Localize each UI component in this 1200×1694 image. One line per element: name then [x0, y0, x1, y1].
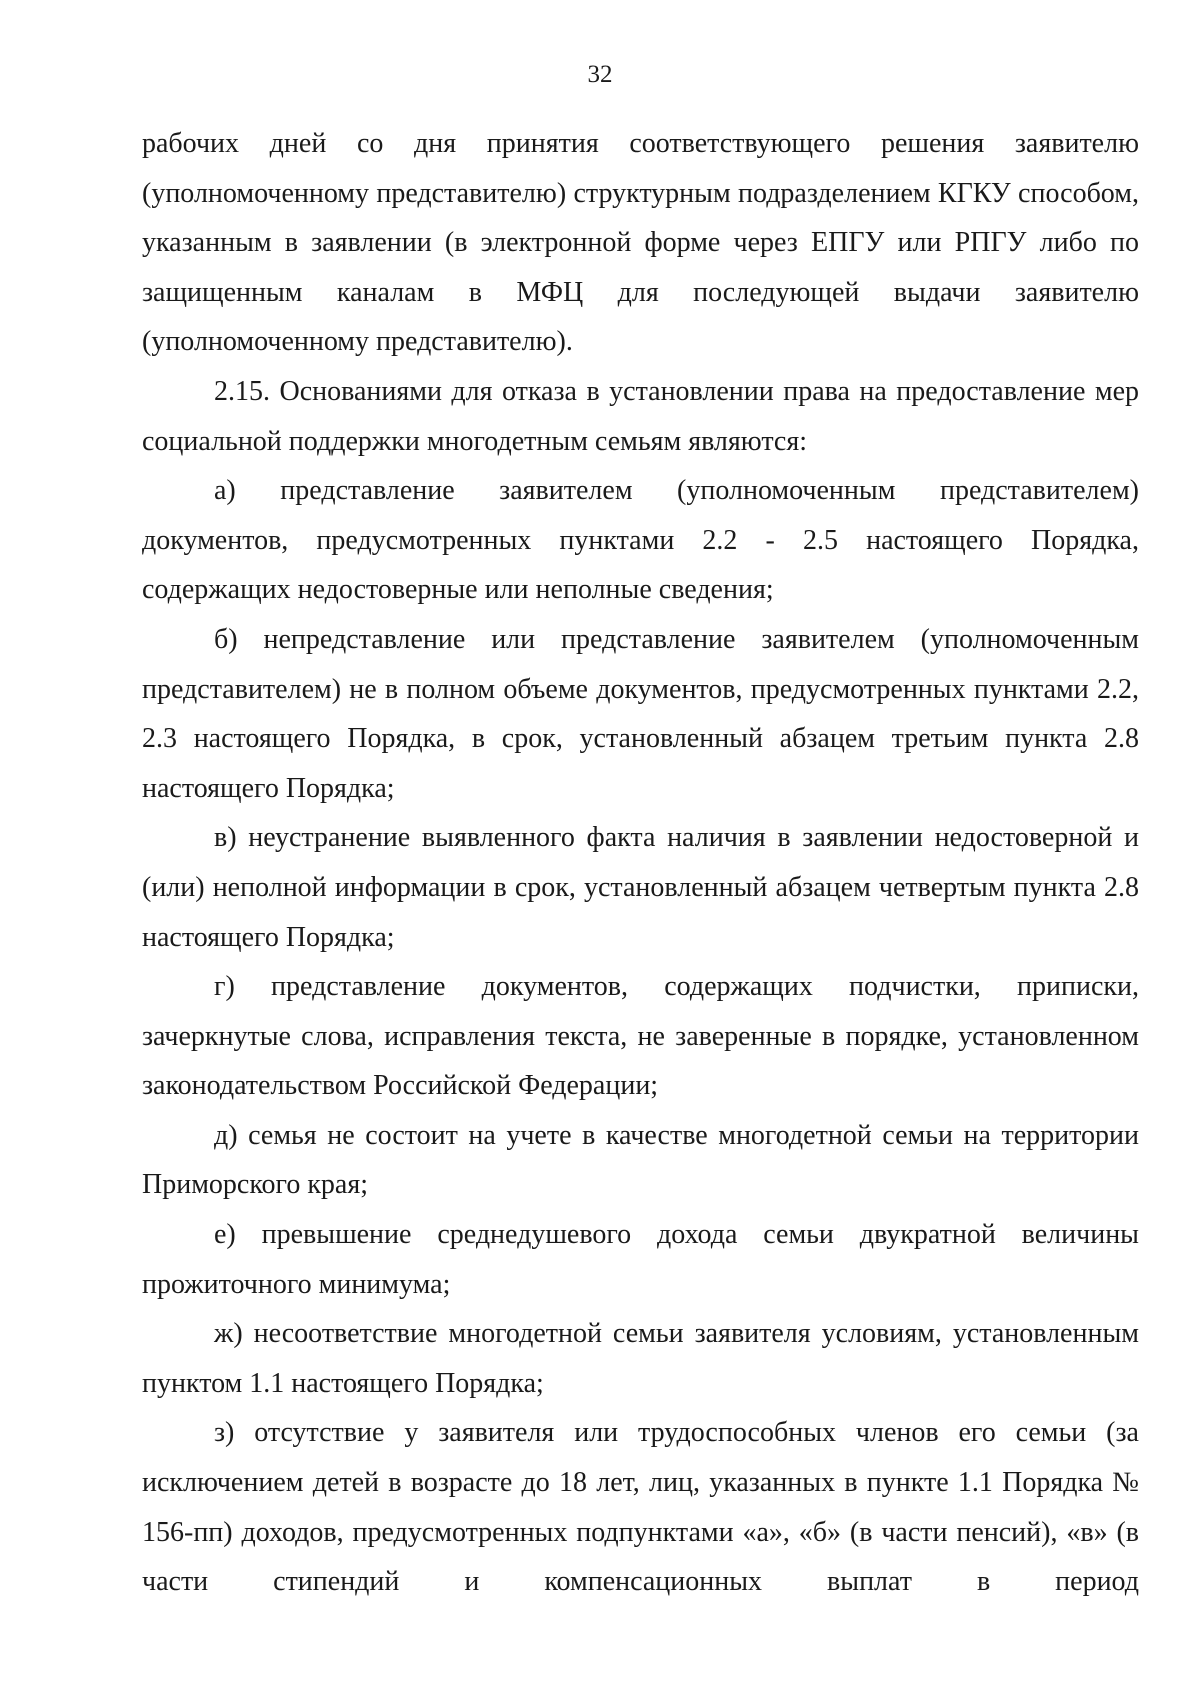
- paragraph-item-g: г) представление документов, содержащих подчистки, приписки, зачеркнутые слова, исправления текста, не заверенные в порядке, установленном законодательством Российской Федерации;: [142, 971, 1139, 1102]
- document-body: [142, 119, 1139, 1607]
- paragraph-item-z: з) отсутствие у заявителя или трудоспособных членов его семьи (за исключением детей в возрасте до 18 лет, лиц, указанных в пункте 1.1 Порядка № 156-пп) доходов, предусмотренных подпунктами «а», «б» (в части пенсий), «в» (в части стипендий и компенсационных выплат в период: [142, 1417, 1139, 1598]
- paragraph-item-zh: ж) несоответствие многодетной семьи заявителя условиям, установленным пунктом 1.1 настоящего Порядка;: [142, 1318, 1139, 1399]
- paragraph-item-d: д) семья не состоит на учете в качестве многодетной семьи на территории Приморского края;: [142, 1119, 1139, 1201]
- paragraph-item-v: в) неустранение выявленного факта наличия в заявлении недостоверной и (или) неполной информации в срок, установленный абзацем четвертым пункта 2.8 настоящего Порядка;: [142, 822, 1139, 953]
- paragraph-clause-2-15: 2.15. Основаниями для отказа в установлении права на предоставление мер социальной поддержки многодетным семьям являются:: [142, 375, 1139, 457]
- paragraph-item-e: е) превышение среднедушевого дохода семьи двукратной величины прожиточного минимума;: [142, 1219, 1139, 1300]
- paragraph-continuation: рабочих дней со дня принятия соответствующего решения заявителю (уполномоченному представителю) структурным подразделением КГКУ способом, указанным в заявлении (в электронной форме через ЕПГУ или РПГУ либо по защищенным каналам в МФЦ для последующей выдачи заявителю (уполномоченному представителю).: [142, 128, 1139, 358]
- paragraph-item-a: а) представление заявителем (уполномоченным представителем) документов, предусмотренных пунктами 2.2 - 2.5 настоящего Порядка, содержащих недостоверные или неполные сведения;: [142, 475, 1139, 606]
- paragraph-item-b: б) непредставление или представление заявителем (уполномоченным представителем) не в полном объеме документов, предусмотренных пунктами 2.2, 2.3 настоящего Порядка, в срок, установленный абзацем третьим пункта 2.8 настоящего Порядка;: [142, 623, 1139, 804]
- page-number: 32: [587, 61, 613, 88]
